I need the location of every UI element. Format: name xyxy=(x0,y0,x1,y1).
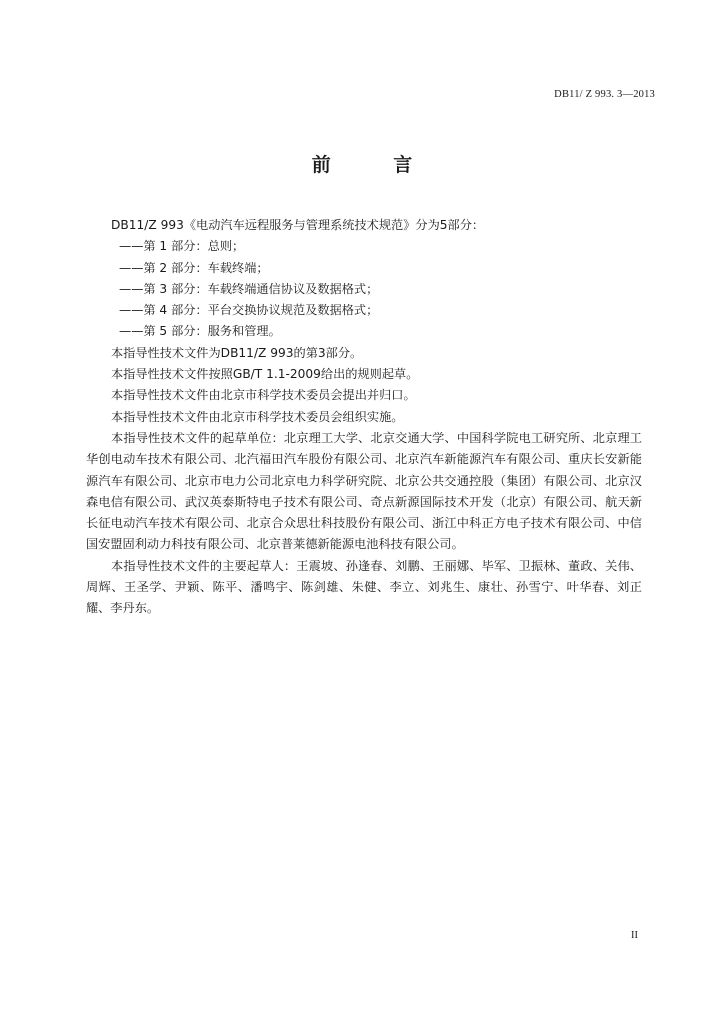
drafting-units-paragraph: 本指导性技术文件的起草单位：北京理工大学、北京交通大学、中国科学院电工研究所、北京理工华创电动车技术有限公司、北汽福田汽车股份有限公司、北京汽车新能源汽车有限公司、重庆长安新能源汽车有限公司、北京市电力公司北京电力科学研究院、北京公共交通控股（集团）有限公司、北京汉森电信有限公司、武汉英泰斯特电子技术有限公司、奇点新源国际技术开发（北京）有限公司、航天新长征电动汽车技术有限公司、北京合众思壮科技股份有限公司、浙江中科正方电子技术有限公司、中信国安盟固利动力科技有限公司、北京普莱德新能源电池科技有限公司。 xyxy=(86,430,642,552)
part-list-item-5: ——第 5 部分：服务和管理。 xyxy=(119,324,281,339)
part-of-paragraph: 本指导性技术文件为DB11/Z 993的第3部分。 xyxy=(111,345,363,360)
standard-code-header: DB11/ Z 993. 3—2013 xyxy=(554,89,655,100)
rules-paragraph: 本指导性技术文件按照GB/T 1.1-2009给出的规则起草。 xyxy=(111,367,419,382)
part-list-item-4: ——第 4 部分：平台交换协议规范及数据格式； xyxy=(119,303,379,318)
part-list-item-1: ——第 1 部分：总则； xyxy=(119,239,245,254)
page-number: II xyxy=(631,930,638,941)
organized-paragraph: 本指导性技术文件由北京市科学技术委员会组织实施。 xyxy=(111,409,404,424)
proposed-paragraph: 本指导性技术文件由北京市科学技术委员会提出并归口。 xyxy=(111,388,416,403)
drafters-paragraph: 本指导性技术文件的主要起草人：王震坡、孙逢春、刘鹏、王丽娜、毕军、卫振林、董政、关伟、周辉、王圣学、尹颖、陈平、潘鸣宇、陈剑雄、朱健、李立、刘兆生、康壮、孙雪宁、叶华春、刘正耀、李丹东。 xyxy=(86,558,642,616)
intro-paragraph: DB11/Z 993《电动汽车远程服务与管理系统技术规范》分为5部分： xyxy=(111,218,485,232)
part-list-item-2: ——第 2 部分：车载终端； xyxy=(119,260,269,275)
page-title: 前 言 xyxy=(311,154,441,176)
part-list-item-3: ——第 3 部分：车载终端通信协议及数据格式； xyxy=(119,281,379,296)
foreword-body xyxy=(86,215,642,620)
